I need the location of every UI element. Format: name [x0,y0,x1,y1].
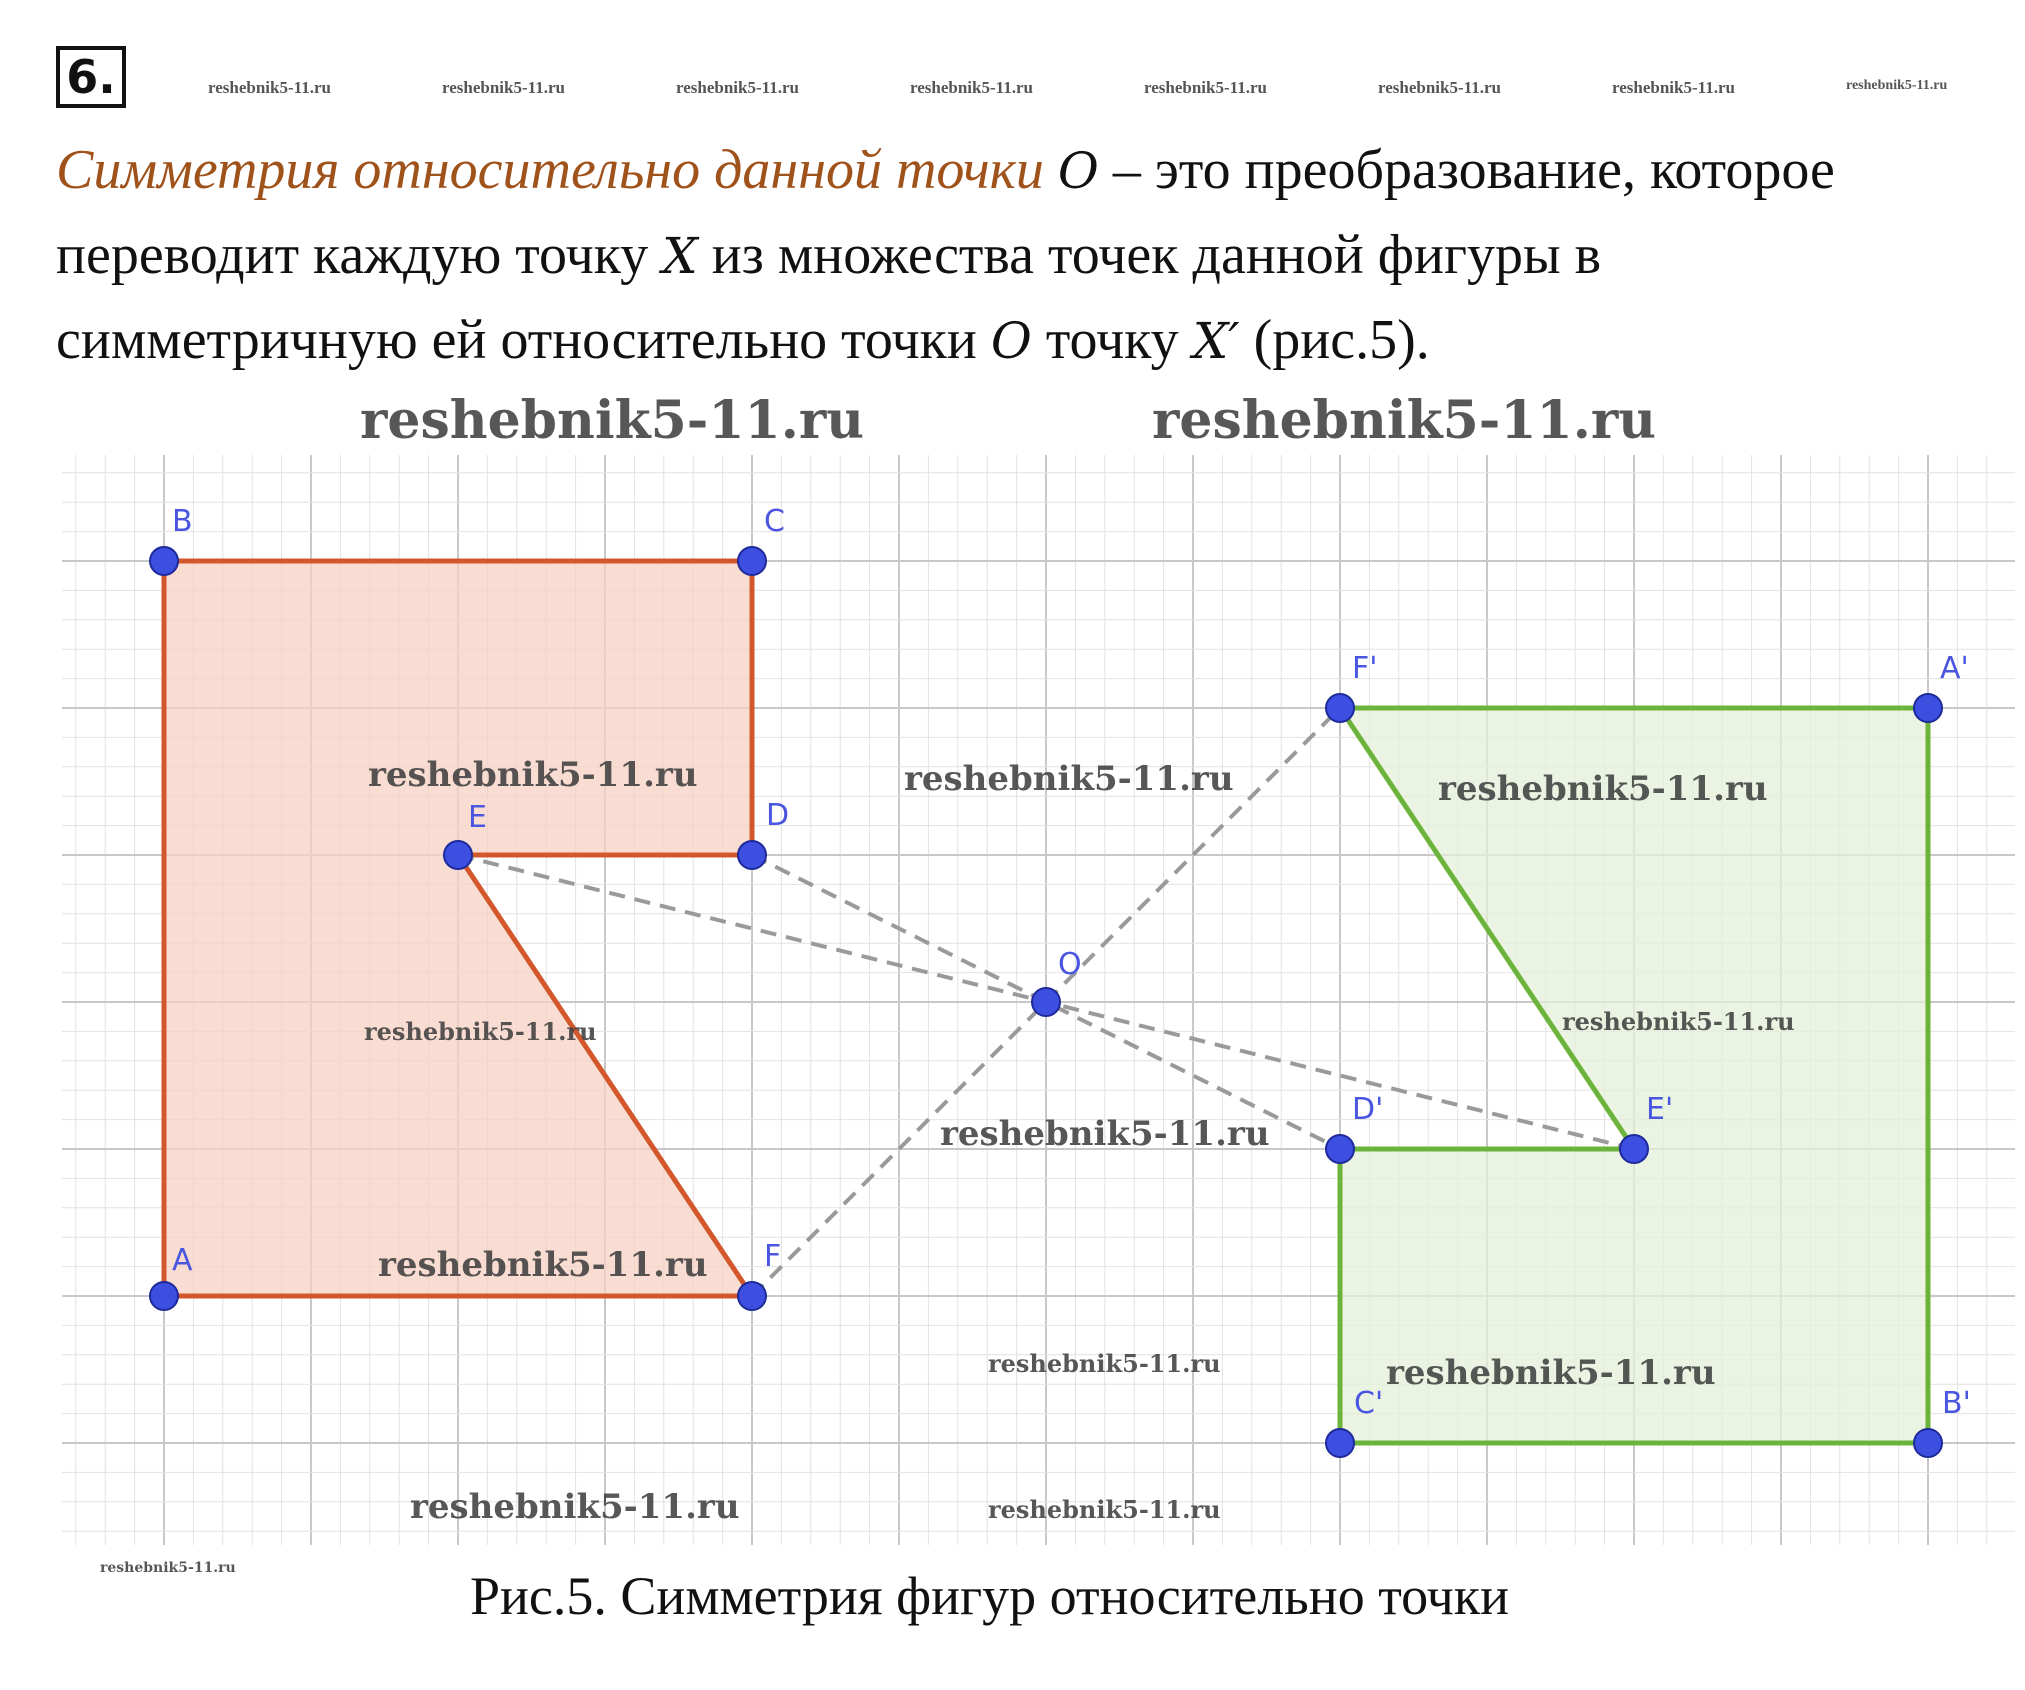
exercise-number: 6. [56,46,126,108]
watermark-text: reshebnik5-11.ru [940,1114,1270,1154]
paragraph-text: из множества точек данной фигуры в [697,224,1602,286]
point-c-prime [1326,1429,1354,1457]
point-label: E [468,800,487,835]
variable-x-prime: X′ [1192,312,1240,370]
point-label: E' [1646,1092,1674,1127]
point-d-prime [1326,1135,1354,1163]
watermark-text: reshebnik5-11.ru [1386,1353,1716,1393]
point-label: A [172,1243,193,1278]
point-label: B' [1942,1386,1971,1421]
watermark-text: reshebnik5-11.ru [368,755,698,795]
point-label: F [764,1239,782,1274]
point-label: A' [1940,651,1969,686]
point-b-prime [1914,1429,1942,1457]
watermark-text: reshebnik5-11.ru [988,1349,1221,1378]
point-c [738,547,766,575]
point-e [444,841,472,869]
point-a [150,1282,178,1310]
watermark-text: reshebnik5-11.ru [904,759,1234,799]
watermark-text: reshebnik5-11.ru [442,78,565,97]
point-label: B [172,504,193,539]
watermark-text: reshebnik5-11.ru [410,1487,740,1527]
variable-o: O [1057,142,1099,200]
point-d [738,841,766,869]
figure-caption: Рис.5. Симметрия фигур относительно точки [470,1566,1509,1626]
watermark-text: reshebnik5-11.ru [1378,78,1501,97]
point-a-prime [1914,694,1942,722]
point-e-prime [1620,1135,1648,1163]
variable-o: O [990,312,1032,370]
watermark-text: reshebnik5-11.ru [676,78,799,97]
watermark-text: reshebnik5-11.ru [988,1495,1221,1524]
watermark-text: reshebnik5-11.ru [1152,390,1657,451]
point-label: D' [1352,1092,1384,1127]
watermark-text: reshebnik5-11.ru [1846,78,1948,93]
point-label: F' [1352,651,1378,686]
watermark-text: reshebnik5-11.ru [378,1245,708,1285]
point-label: C [764,504,785,539]
point-o [1032,988,1060,1016]
paragraph-text: симметричную ей относительно точки [56,309,991,371]
point-f [738,1282,766,1310]
point-label: C' [1354,1386,1384,1421]
paragraph-text: (рис.5). [1239,309,1430,371]
watermark-text: reshebnik5-11.ru [208,78,331,97]
paragraph-text: – это преобразование, которое [1098,139,1835,201]
point-label: D [766,798,790,833]
paragraph-text: точку [1031,309,1193,371]
watermark-text: reshebnik5-11.ru [910,78,1033,97]
watermark-text: reshebnik5-11.ru [364,1017,597,1046]
paragraph-text: переводит каждую точку [56,224,663,286]
point-b [150,547,178,575]
watermark-text: reshebnik5-11.ru [1562,1007,1795,1036]
variable-x: X [662,227,698,285]
definition-term: Симметрия относительно данной точки [56,139,1044,201]
watermark-text: reshebnik5-11.ru [1612,78,1735,97]
point-label: O [1058,947,1082,982]
watermark-text: reshebnik5-11.ru [1144,78,1267,97]
watermark-text: reshebnik5-11.ru [1438,769,1768,809]
point-f-prime [1326,694,1354,722]
watermark-text: reshebnik5-11.ru [360,390,865,451]
watermark-text: reshebnik5-11.ru [100,1560,236,1576]
